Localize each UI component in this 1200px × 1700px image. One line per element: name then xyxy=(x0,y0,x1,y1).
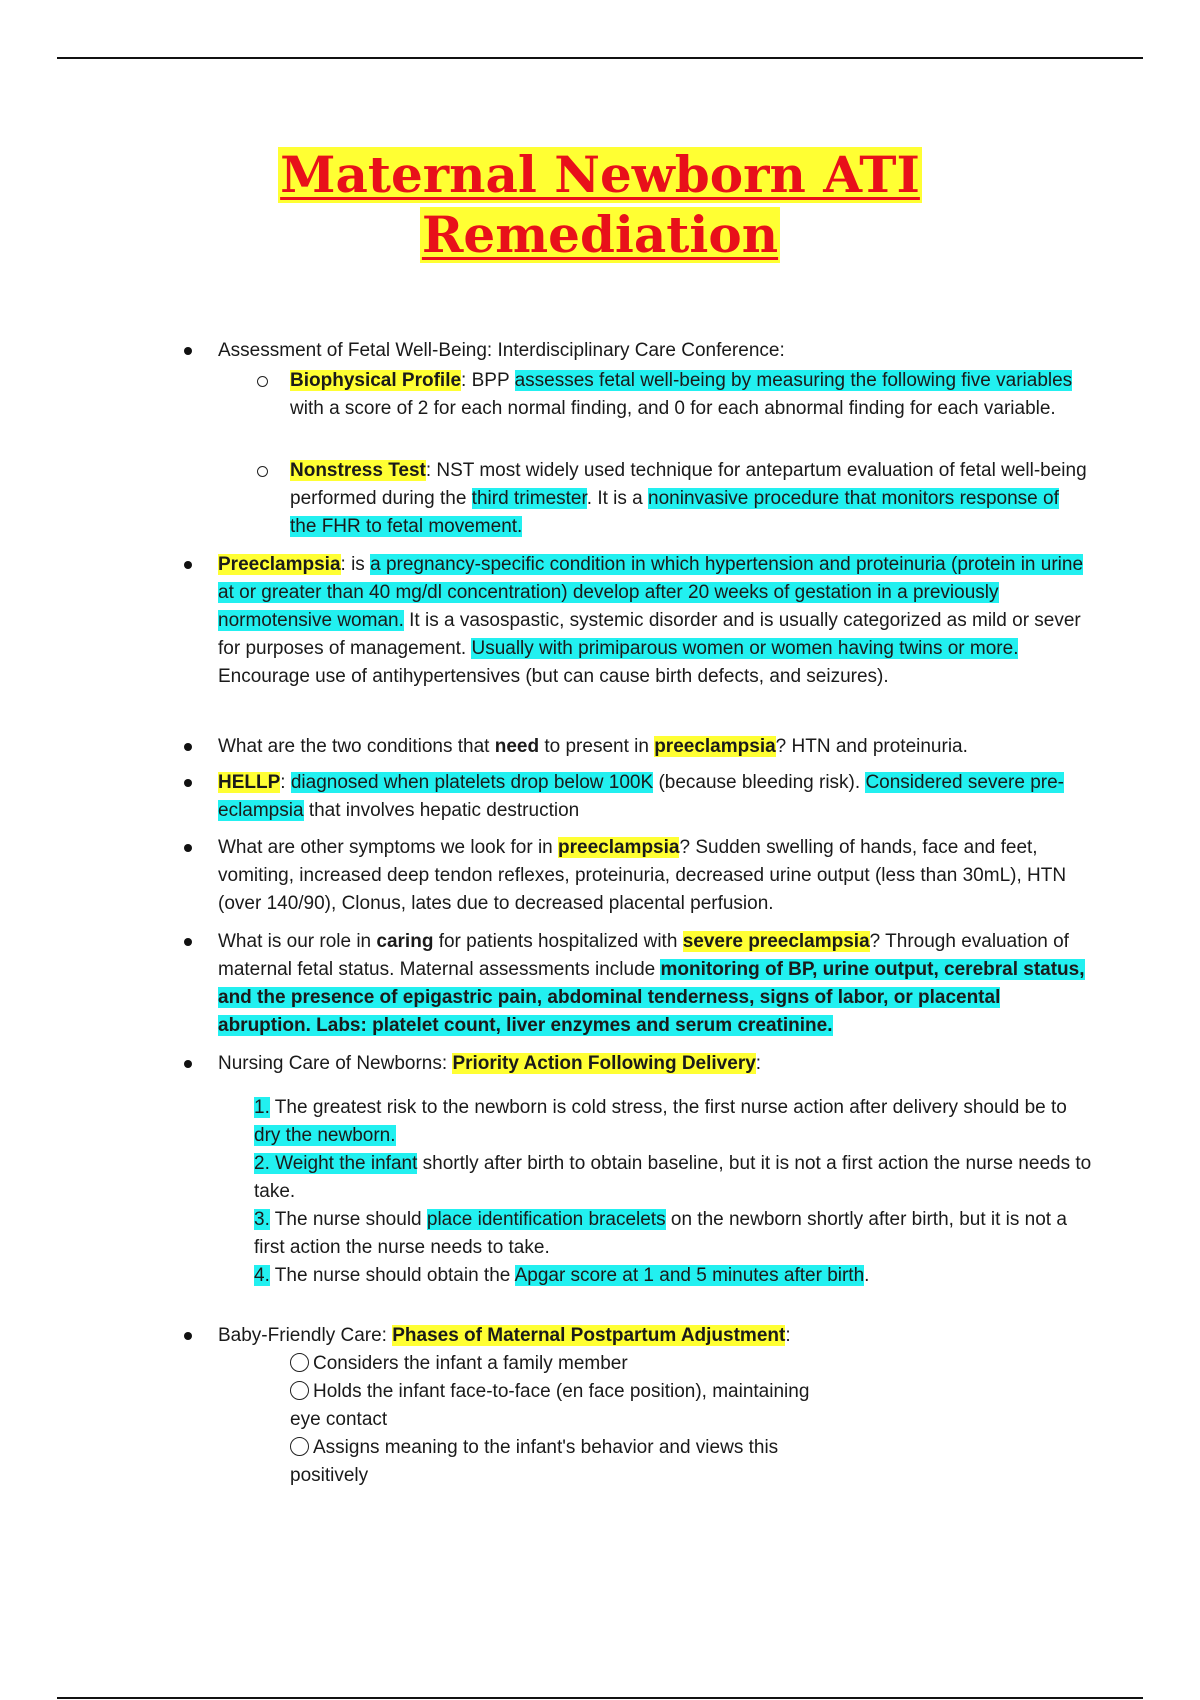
phase-item-1 xyxy=(290,1350,810,1378)
sub-nonstress-test xyxy=(290,457,1090,541)
number: 3. xyxy=(254,1209,270,1230)
bullet-baby-friendly-care xyxy=(218,1322,1088,1350)
term-preeclampsia: preeclampsia xyxy=(558,837,680,858)
text: ? HTN and proteinuria. xyxy=(775,736,968,757)
text: with a score of 2 for each normal finding, and 0 for each abnormal finding for each variable. xyxy=(290,398,1056,419)
bottom-rule xyxy=(57,1697,1143,1699)
phase-item-2 xyxy=(290,1378,810,1434)
text: . xyxy=(864,1265,870,1286)
text: The nurse should xyxy=(269,1209,427,1230)
bullet-dot xyxy=(184,743,192,751)
text: . It is a xyxy=(586,488,649,509)
text: ? Through evaluation of maternal fetal status. Maternal assessments include xyxy=(218,931,1069,980)
highlight: Apgar score at 1 and 5 minutes after birth xyxy=(514,1265,865,1286)
sub-bullet-circle xyxy=(257,376,268,387)
number: 4. xyxy=(254,1265,270,1286)
text: Nursing Care of Newborns: xyxy=(218,1053,453,1074)
bullet-dot xyxy=(184,938,192,946)
title-line-1: Maternal Newborn ATI xyxy=(280,145,920,204)
priority-item-3 xyxy=(254,1206,1094,1262)
text: for patients hospitalized with xyxy=(433,931,683,952)
highlight: 2. Weight the infant xyxy=(254,1153,418,1174)
text: The nurse should obtain the xyxy=(269,1265,515,1286)
phases-list xyxy=(290,1350,810,1490)
bullet-role-caring xyxy=(218,928,1088,1040)
text: Assigns meaning to the infant's behavior and views this positively xyxy=(290,1437,779,1486)
bullet-dot xyxy=(184,561,192,569)
text: that involves hepatic destruction xyxy=(303,800,580,821)
document-title xyxy=(0,147,1200,267)
term-severe-preeclampsia: severe preeclampsia xyxy=(682,931,870,952)
text: : xyxy=(785,1325,791,1346)
highlight: monitoring of BP, urine output, cerebral status, and the presence of epigastric pain, abdominal tenderness, signs of labor, or placental abruption. Labs: platelet count, liver enzymes and serum creatinine. xyxy=(218,959,1085,1036)
bullet-dot xyxy=(184,1060,192,1068)
bold-text: need xyxy=(494,736,540,757)
priority-item-2 xyxy=(254,1150,1094,1206)
text: shortly after birth to obtain baseline, but it is not a first action the nurse needs to take. xyxy=(254,1153,1092,1202)
bullet-dot xyxy=(184,779,192,787)
circle-icon xyxy=(290,1437,309,1456)
highlight: place identification bracelets xyxy=(426,1209,666,1230)
bullet-dot xyxy=(184,844,192,852)
bullet-preeclampsia xyxy=(218,551,1088,691)
text: (because bleeding risk). xyxy=(653,772,866,793)
text: The greatest risk to the newborn is cold stress, the first nurse action after delivery should be to xyxy=(269,1097,1067,1118)
term-preeclampsia: preeclampsia xyxy=(654,736,776,757)
newborn-priority-list xyxy=(254,1094,1094,1290)
term-biophysical-profile: Biophysical Profile xyxy=(290,370,462,391)
text: : xyxy=(755,1053,762,1074)
highlight: a pregnancy-specific condition in which hypertension and proteinuria (protein in urine at or greater than 40 mg/dl concentration) develop after 20 weeks of gestation in a previously normotensive woman. xyxy=(218,554,1084,631)
title-line-2: Remediation xyxy=(421,205,779,264)
highlight: Usually with primiparous women or women having twins or more. xyxy=(471,638,1019,659)
highlight: dry the newborn. xyxy=(254,1125,396,1146)
bullet-hellp xyxy=(218,769,1088,825)
term-phases-adjustment: Phases of Maternal Postpartum Adjustment xyxy=(392,1325,786,1346)
text: : xyxy=(280,772,291,793)
text: on the newborn shortly after birth, but it is not a first action the nurse needs to take. xyxy=(254,1209,1067,1258)
bullet-dot xyxy=(184,347,192,355)
term-hellp: HELLP xyxy=(218,772,281,793)
text: ? Sudden swelling of hands, face and feet, vomiting, increased deep tendon reflexes, proteinuria, decreased urine output (less than 30mL), HTN (over 140/90), Clonus, lates due to decreased placental perfusion. xyxy=(218,837,1067,914)
highlight: assesses fetal well-being by measuring the following five variables xyxy=(514,370,1073,391)
text: : is xyxy=(340,554,371,575)
bullet-dot xyxy=(184,1332,192,1340)
bullet-text: Assessment of Fetal Well-Being: Interdisciplinary Care Conference: xyxy=(218,340,785,361)
text: to present in xyxy=(539,736,655,757)
text: What are the two conditions that xyxy=(218,736,495,757)
top-rule xyxy=(57,57,1143,59)
sub-biophysical-profile xyxy=(290,367,1090,423)
number: 1. xyxy=(254,1097,270,1118)
term-nonstress-test: Nonstress Test xyxy=(290,460,426,481)
bullet-fetal-wellbeing xyxy=(218,337,1088,365)
text: Baby-Friendly Care: xyxy=(218,1325,393,1346)
phase-item-3 xyxy=(290,1434,810,1490)
term-priority-action: Priority Action Following Delivery xyxy=(452,1053,756,1074)
sub-bullet-circle xyxy=(257,466,268,477)
text: : NST most widely used technique for antepartum evaluation of fetal well-being performed during the xyxy=(290,460,1087,509)
text: : BPP xyxy=(461,370,515,391)
text: What are other symptoms we look for in xyxy=(218,837,559,858)
bullet-two-conditions xyxy=(218,733,1088,761)
circle-icon xyxy=(290,1353,309,1372)
bullet-nursing-care-newborns xyxy=(218,1050,1088,1078)
highlight: noninvasive procedure that monitors response of the FHR to fetal movement. xyxy=(290,488,1059,537)
circle-icon xyxy=(290,1381,309,1400)
highlight: third trimester xyxy=(471,488,587,509)
term-preeclampsia: Preeclampsia xyxy=(218,554,341,575)
text: What is our role in xyxy=(218,931,377,952)
bullet-other-symptoms xyxy=(218,834,1088,918)
bold-text: caring xyxy=(376,931,434,952)
text: Holds the infant face-to-face (en face position), maintaining eye contact xyxy=(290,1381,810,1430)
priority-item-1 xyxy=(254,1094,1094,1150)
text: Encourage use of antihypertensives (but can cause birth defects, and seizures). xyxy=(218,666,889,687)
text: It is a vasospastic, systemic disorder and is usually categorized as mild or sever for purposes of management. xyxy=(218,610,1081,659)
highlight: diagnosed when platelets drop below 100K xyxy=(290,772,654,793)
priority-item-4 xyxy=(254,1262,1094,1290)
text: Considers the infant a family member xyxy=(313,1353,628,1374)
highlight: Considered severe pre-eclampsia xyxy=(218,772,1064,821)
